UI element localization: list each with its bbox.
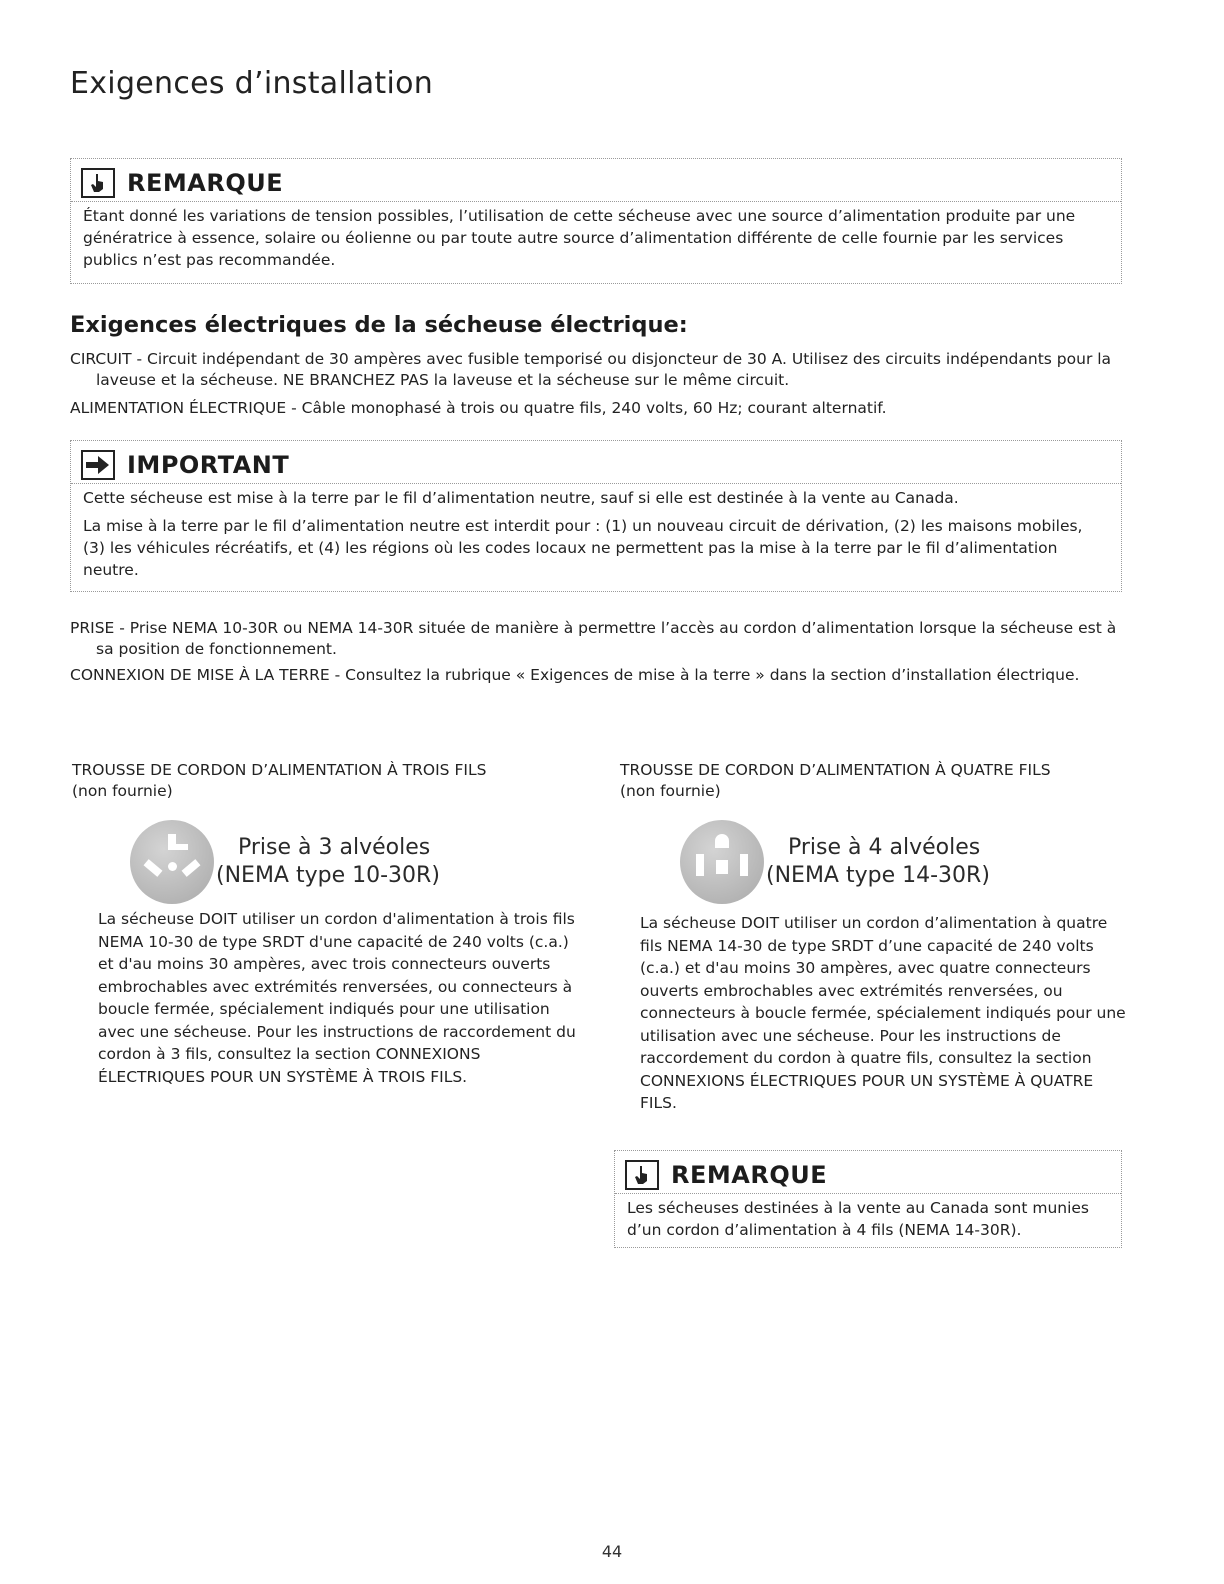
ground-spec: CONNEXION DE MISE À LA TERRE - Consultez la rubrique « Exigences de mise à la terre » dans la section d’installation électrique. [70,666,1080,684]
page-number: 44 [601,1542,623,1561]
three-wire-subtitle: (non fournie) [72,782,173,800]
important-line-2: La mise à la terre par le fil d’alimentation neutre est interdit pour : (1) un nouveau circuit de dérivation, (2) les maisons mobiles, (3) les véhicules récréatifs, et (4) les régions où les codes locaux ne permettent pas la mise à la terre par le fil d’alimentation neutre. [83,517,1083,579]
four-wire-heading: TROUSSE DE CORDON D’ALIMENTATION À QUATRE FILS [620,761,1051,779]
three-prong-type: (NEMA type 10-30R) [216,863,440,888]
three-prong-name: Prise à 3 alvéoles [238,835,431,860]
three-prong-label [216,834,440,890]
circuit-spec: CIRCUIT - Circuit indépendant de 30 ampères avec fusible temporisé ou disjoncteur de 30 A. Utilisez des circuits indépendants pour la laveuse et la sécheuse. NE BRANCHEZ PAS la laveuse et la sécheuse sur le même circuit. [70,350,1112,389]
note-text: Étant donné les variations de tension possibles, l’utilisation de cette sécheuse avec une source d’alimentation produite par une génératrice à essence, solaire ou éolienne ou par toute autre source d’alimentation différente de celle fournie par les services publics n’est pas recommandée. [83,207,1076,269]
note-bottom-text: Les sécheuses destinées à la vente au Canada sont munies d’un cordon d’alimentation à 4 fils (NEMA 14-30R). [627,1199,1090,1239]
note-label: REMARQUE [127,169,284,197]
four-prong-plug [680,820,990,904]
hand-pointer-icon [625,1160,659,1190]
power-spec: ALIMENTATION ÉLECTRIQUE - Câble monophasé à trois ou quatre fils, 240 volts, 60 Hz; courant alternatif. [70,399,887,417]
important-box [70,440,1122,592]
hand-pointer-icon [81,168,115,198]
note-bottom-header [625,1157,827,1193]
four-wire-subtitle: (non fournie) [620,782,721,800]
three-prong-plug [130,820,440,904]
four-prong-name: Prise à 4 alvéoles [788,835,981,860]
four-wire-title [620,760,1140,802]
three-wire-heading: TROUSSE DE CORDON D’ALIMENTATION À TROIS FILS [72,761,487,779]
note-box-bottom [614,1150,1122,1248]
note-header [81,165,283,201]
three-prong-outlet-icon [130,820,214,904]
note-bottom-label: REMARQUE [671,1161,828,1189]
four-wire-description: La sécheuse DOIT utiliser un cordon d’alimentation à quatre fils NEMA 14-30 de type SRDT d’une capacité de 240 volts (c.a.) et d'au moins 30 ampères, avec quatre connecteurs ouverts embrochables avec extrémités renversées, ou connecteurs à boucle fermée, spécialement indiqués pour une utilisation avec une sécheuse. Pour les instructions de raccordement du cordon à quatre fils, consultez la section CONNEXIONS ÉLECTRIQUES POUR UN SYSTÈME À QUATRE FILS. [640,914,1126,1112]
four-prong-label [766,834,990,890]
note-box-top [70,158,1122,284]
important-line-1: Cette sécheuse est mise à la terre par le fil d’alimentation neutre, sauf si elle est destinée à la vente au Canada. [83,489,959,507]
three-wire-description: La sécheuse DOIT utiliser un cordon d'alimentation à trois fils NEMA 10-30 de type SRDT d'une capacité de 240 volts (c.a.) et d'au moins 30 ampères, avec trois connecteurs ouverts embrochables avec extrémités renversées, ou connecteurs à boucle fermée, spécialement indiqués pour une utilisation avec une sécheuse. Pour les instructions de raccordement du cordon à 3 fils, consultez la section CONNEXIONS ÉLECTRIQUES POUR UN SYSTÈME À TROIS FILS. [98,910,576,1086]
four-prong-outlet-icon [680,820,764,904]
important-label: IMPORTANT [127,451,290,479]
page-title: Exigences d’installation [70,66,434,101]
important-header [81,447,289,483]
prise-spec: PRISE - Prise NEMA 10-30R ou NEMA 14-30R située de manière à permettre l’accès au cordon d’alimentation lorsque la sécheuse est à sa position de fonctionnement. [70,619,1117,658]
arrow-right-icon [81,450,115,480]
three-wire-title [72,760,592,802]
electrical-heading: Exigences électriques de la sécheuse électrique: [70,312,688,338]
four-prong-type: (NEMA type 14-30R) [766,863,990,888]
important-text [83,487,1109,587]
